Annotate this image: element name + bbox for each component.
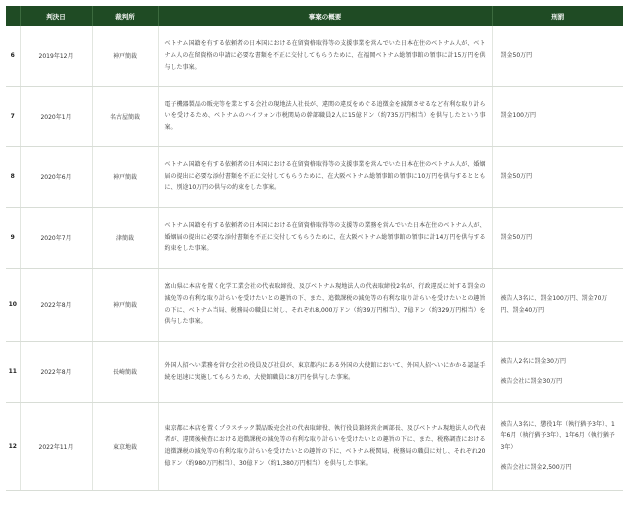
judgment-date: 2019年12月 [20, 26, 92, 86]
case-number: 8 [6, 146, 20, 207]
penalty-cases-table [6, 6, 623, 491]
judgment-date: 2022年8月 [20, 268, 92, 341]
case-number: 9 [6, 207, 20, 268]
penalty-line: 罰金50万円 [500, 233, 533, 241]
table-row [6, 402, 623, 490]
case-summary: ベトナム国籍を有する依頼者の日本国における在留資格取得等の支援事業を営んでいた日本在住のベトナム人が、婚姻届の提出に必要な添付書類を不正に交付してもらうために、在大阪ベトナム総領事館の領事に10万円を供与するとともに、別途10万円の供与の約束をした事案。 [158, 146, 492, 207]
court-name: 津簡裁 [92, 207, 158, 268]
court-name: 東京地裁 [92, 402, 158, 490]
judgment-date: 2020年7月 [20, 207, 92, 268]
penalty-cell [492, 146, 623, 207]
penalty-line: 被告人3名に、罰金100万円、罰金70万円、罰金40万円 [500, 295, 608, 314]
case-number: 10 [6, 268, 20, 341]
case-summary: 電子機器製品の販売等を業とする会社の現地法人社長が、違関の違反をめぐる追徴金を減額させるなど有利な取り計らいを受けるため、ベトナムのハイフォン市税関局の幹部職員2人に15億ドン（約735万円相当）を供与したという事案。 [158, 86, 492, 146]
penalty-cell [492, 86, 623, 146]
header-number [6, 6, 20, 26]
table-row [6, 207, 623, 268]
judgment-date: 2020年1月 [20, 86, 92, 146]
table-row [6, 268, 623, 341]
case-number: 6 [6, 26, 20, 86]
court-name: 長崎簡裁 [92, 341, 158, 402]
court-name: 神戸簡裁 [92, 26, 158, 86]
penalty-line: 被告人3名に、懲役1年（執行猶予3年）、1年6月（執行猶予3年）、1年6月（執行猶予3年） [500, 420, 615, 451]
penalty-cell [492, 341, 623, 402]
case-number: 7 [6, 86, 20, 146]
judgment-date: 2022年8月 [20, 341, 92, 402]
penalty-line: 罰金100万円 [500, 112, 536, 120]
table-row [6, 26, 623, 86]
table-row [6, 341, 623, 402]
header-row [6, 6, 623, 26]
court-name: 神戸簡裁 [92, 268, 158, 341]
penalty-cell [492, 26, 623, 86]
penalty-cell [492, 402, 623, 490]
penalty-line: 被告会社に罰金30万円 [500, 378, 563, 385]
court-name: 神戸簡裁 [92, 146, 158, 207]
header-court: 裁判所 [92, 6, 158, 26]
penalty-cell [492, 268, 623, 341]
case-summary: ベトナム国籍を有する依頼者の日本国における在留資格取得等の支援事業を営んでいた日本在住のベトナム人が、ベトナム人の在留資格の申請に必要な書類を不正に交付してもらうために、在福岡ベトナム総領事館の領事に計15万円を供与した事案。 [158, 26, 492, 86]
penalty-line: 被告会社に罰金2,500万円 [500, 463, 572, 471]
table-row [6, 146, 623, 207]
header-judgment-date: 判決日 [20, 6, 92, 26]
penalty-cell [492, 207, 623, 268]
case-number: 11 [6, 341, 20, 402]
case-summary: 外国人招へい業務を営む会社の役員及び社員が、東京都内にある外国の大使館において、外国人招へいにかかる認証手続を迅速に実施してもらうため、大使館職員に8万円を供与した事案。 [158, 341, 492, 402]
court-name: 名古屋簡裁 [92, 86, 158, 146]
header-case-summary: 事案の概要 [158, 6, 492, 26]
penalty-line: 被告人2名に罰金30万円 [500, 357, 566, 365]
case-summary: 富山県に本店を置く化学工業会社の代表取締役、及びベトナム現地法人の代表取締役2名が、行政違反に対する罰金の減免等の有利な取り計らいを受けたいとの趣旨の下、また、追徴課税の減免等の有利な取り計らいを受けたいとの趣旨の下に、ベトナム当局、税務局の職員に対し、それぞれ8,000万ドン（約39万円相当）、7億ドン（約329万円相当）を供与した事案。 [158, 268, 492, 341]
judgment-date: 2022年11月 [20, 402, 92, 490]
table-header [6, 6, 623, 26]
case-summary: ベトナム国籍を有する依頼者の日本国における在留資格取得等の支援等の業務を営んでいた日本在住のベトナム人が、婚姻届の提出に必要な添付書類を不正に交付してもらうために、在大阪ベトナム総領事館の領事に計14万円を供与する約束をした事案。 [158, 207, 492, 268]
case-number: 12 [6, 402, 20, 490]
header-penalty: 刑罰 [492, 6, 623, 26]
table-body [6, 26, 623, 490]
table-row [6, 86, 623, 146]
penalty-line: 罰金50万円 [500, 52, 533, 60]
penalty-line: 罰金50万円 [500, 172, 533, 180]
penalty-cases-table-wrapper [6, 6, 623, 491]
judgment-date: 2020年6月 [20, 146, 92, 207]
case-summary: 東京都に本店を置くプラスチック製品販売会社の代表取締役、執行役員兼経営企画部長、及びベトナム現地法人の代表者が、違関後検査における追徴課税の減免等の有利な取り計らいを受けたいとの趣旨の下に、また、税務調査における追徴課税の減免等の有利な取り計らいを受けたいとの趣旨の下に、ベトナム税関局、税務局の職員に対し、それぞれ20億ドン（約980万円相当）、30億ドン（約1,380万円相当）を供与した事案。 [158, 402, 492, 490]
